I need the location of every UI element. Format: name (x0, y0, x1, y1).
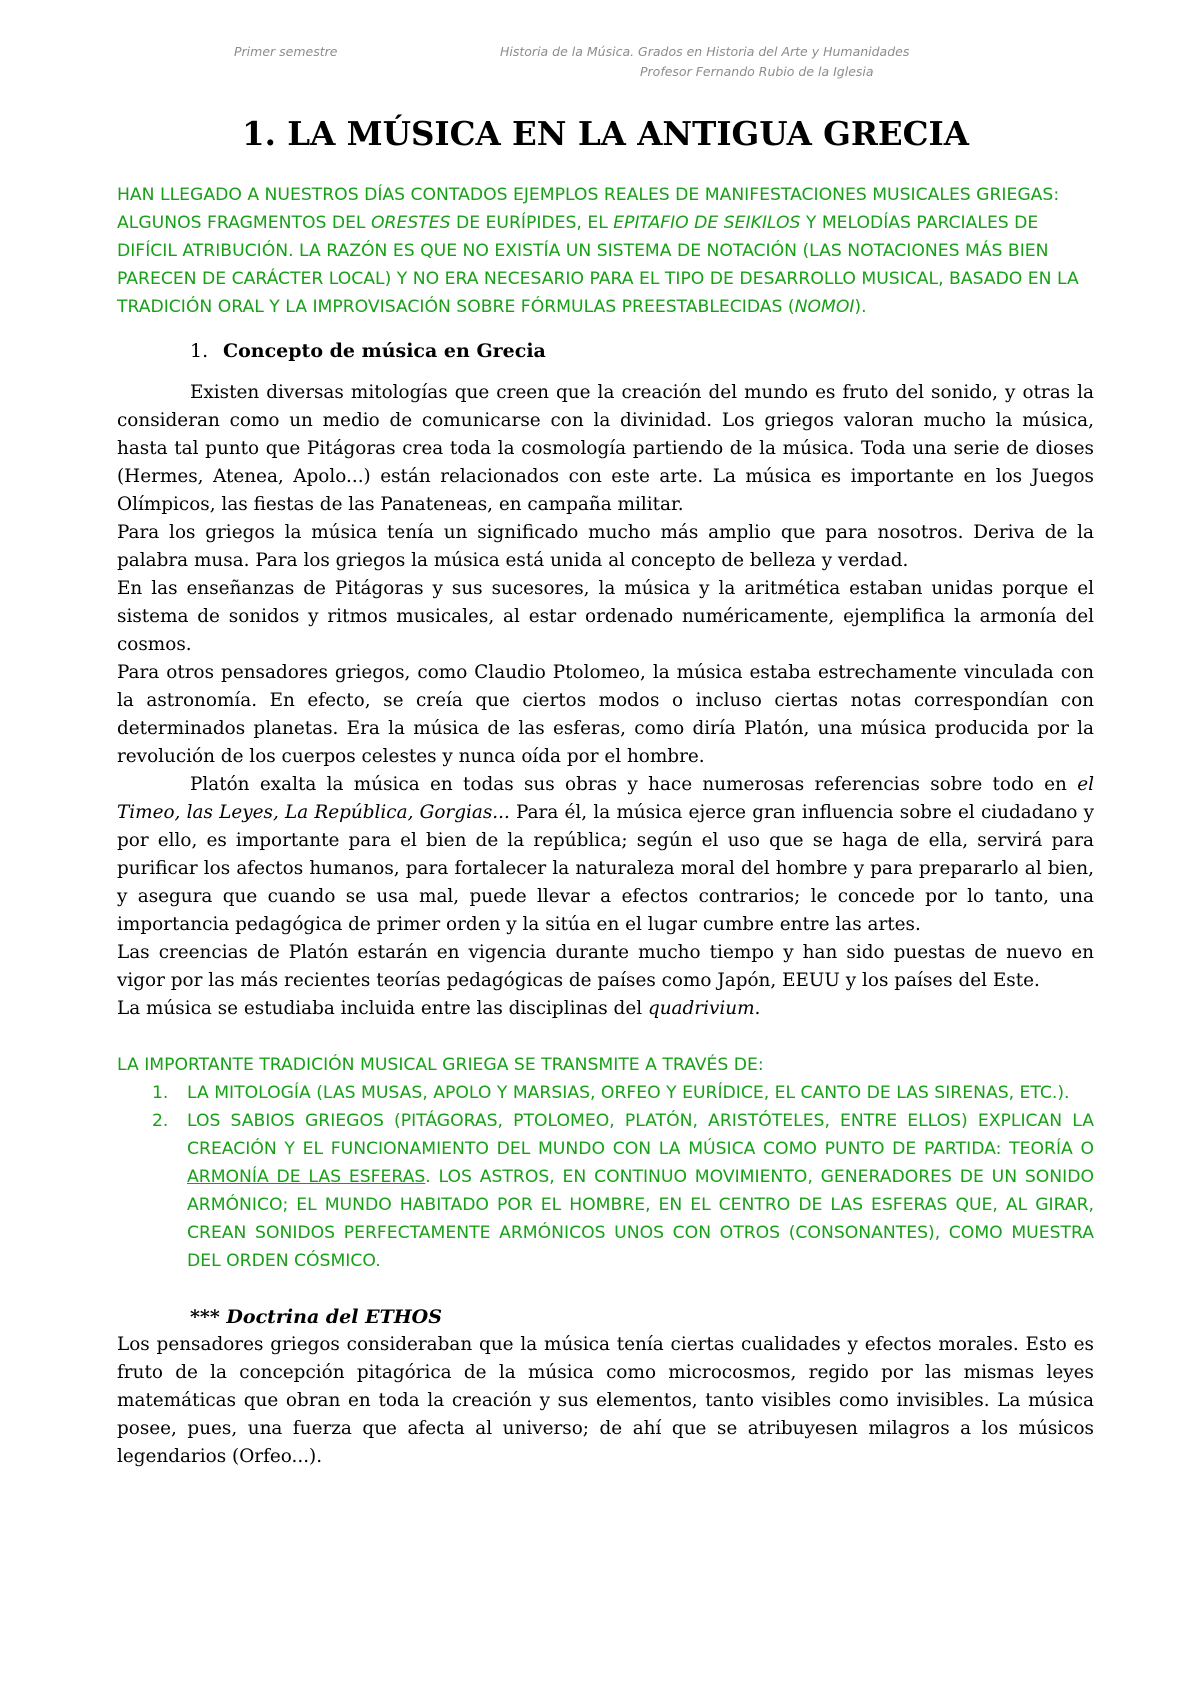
tradition-list (117, 1079, 1094, 1275)
ethos-section (117, 1331, 1094, 1471)
list-item-text-b: . LOS ASTROS, EN CONTINUO MOVIMIENTO, GENERADORES DE UN SONIDO ARMÓNICO; EL MUNDO HABITADO POR EL HOMBRE, EN EL CENTRO DE LAS ESFERAS QUE, AL GIRAR, CREAN SONIDOS PERFECTAMENTE ARMÓNICOS UNOS CON OTROS (CONSONANTES), COMO MUESTRA DEL ORDEN CÓSMICO. (187, 1167, 1094, 1271)
section-body (117, 379, 1094, 1023)
paragraph-beliefs: Las creencias de Platón estarán en vigencia durante mucho tiempo y han sido puestas de nuevo en vigor por las más recientes teorías pedagógicas de países como Japón, EEUU y los países del Este. (117, 942, 1094, 991)
tradition-heading: LA IMPORTANTE TRADICIÓN MUSICAL GRIEGA SE TRANSMITE A TRAVÉS DE: (117, 1055, 764, 1075)
document-title: 1. LA MÚSICA EN LA ANTIGUA GRECIA (242, 114, 969, 153)
quadrivium-text-1: La música se estudiaba incluida entre las disciplinas del (117, 998, 648, 1019)
list-item-text: LA MITOLOGÍA (LAS MUSAS, APOLO Y MARSIAS, ORFEO Y EURÍDICE, EL CANTO DE LAS SIRENAS, ETC.). (187, 1083, 1070, 1103)
paragraph-ptolemy: Para otros pensadores griegos, como Claudio Ptolomeo, la música estaba estrechamente vinculada con la astronomía. En efecto, se creía que ciertos modos o incluso ciertas notas correspondían con determinados planetas. Era la música de las esferas, como diría Platón, una música producida por la revolución de los cuerpos celestes y nunca oída por el hombre. (117, 662, 1094, 767)
section-title: Concepto de música en Grecia (223, 340, 546, 362)
paragraph-mythologies: Existen diversas mitologías que creen que la creación del mundo es fruto del sonido, y otras la consideran como un medio de comunicarse con la divinidad. Los griegos valoran mucho la música, hasta tal punto que Pitágoras crea toda la cosmología partiendo de la música. Toda una serie de dioses (Hermes, Atenea, Apolo...) están relacionados con este arte. La música es importante en los Juegos Olímpicos, las fiestas de las Panateneas, en campaña militar. (117, 382, 1094, 515)
list-item (117, 1079, 1094, 1107)
plato-works: el Timeo, las Leyes, La República, Gorgias... (117, 774, 1094, 823)
header-course: Historia de la Música. Grados en Historia del Arte y Humanidades (500, 44, 910, 59)
paragraph-quadrivium (117, 995, 1094, 1023)
quadrivium-word: quadrivium (647, 998, 755, 1019)
intro-text-1: HAN LLEGADO A NUESTROS DÍAS CONTADOS EJEMPLOS REALES DE MANIFESTACIONES MUSICALES GRIEGAS: ALGUNOS FRAGMENTOS DEL (117, 185, 1060, 233)
tradition-block (117, 1051, 1094, 1275)
list-number: 1. (152, 1083, 169, 1103)
header-semester: Primer semestre (234, 44, 338, 59)
intro-text-4: ). (854, 297, 867, 317)
paragraph-plato (117, 771, 1094, 939)
harmony-of-spheres: ARMONÍA DE LAS ESFERAS (187, 1167, 426, 1187)
plato-text-1: Platón exalta la música en todas sus obras y hace numerosas referencias sobre todo en (190, 774, 1078, 795)
plato-text-2: Para él, la música ejerce gran influencia sobre el ciudadano y por ello, es importante para el bien de la república; según el uso que se haga de ella, servirá para purificar los afectos humanos, para fortalecer la naturaleza moral del hombre y para prepararlo al bien, y asegura que cuando se usa mal, puede llevar a efectos contrarios; le concede por lo tanto, una importancia pedagógica de primer orden y la sitúa en el lugar cumbre entre las artes. (117, 802, 1095, 935)
ethos-paragraph: Los pensadores griegos consideraban que la música tenía ciertas cualidades y efectos morales. Esto es fruto de la concepción pitagórica de la música como microcosmos, regido por las mismas leyes matemáticas que obran en toda la creación y sus elementos, tanto visibles como invisibles. La música posee, pues, una fuerza que afecta al universo; de ahí que se atribuyesen milagros a los músicos legendarios (Orfeo...). (117, 1334, 1094, 1467)
section-number: 1. (190, 340, 209, 362)
intro-orestes: ORESTES (370, 213, 451, 233)
paragraph-meaning: Para los griegos la música tenía un significado mucho más amplio que para nosotros. Deriva de la palabra musa. Para los griegos la música está unida al concepto de belleza y verdad. (117, 522, 1094, 571)
quadrivium-text-2: . (754, 998, 761, 1019)
paragraph-pythagoras: En las enseñanzas de Pitágoras y sus sucesores, la música y la aritmética estaban unidas porque el sistema de sonidos y ritmos musicales, al estar ordenado numéricamente, ejemplifica la armonía del cosmos. (117, 578, 1094, 655)
intro-text-2: DE EURÍPIDES, EL (450, 213, 614, 233)
page-header (0, 44, 1200, 84)
section-heading (117, 337, 1094, 365)
header-professor: Profesor Fernando Rubio de la Iglesia (640, 64, 874, 79)
list-item (117, 1107, 1094, 1275)
intro-paragraph (117, 181, 1094, 321)
ethos-heading: *** Doctrina del ETHOS (190, 1306, 442, 1328)
list-number: 2. (152, 1111, 169, 1131)
intro-nomoi: NOMOI (794, 297, 855, 317)
intro-epitafio: EPITAFIO DE SEIKILOS (613, 213, 801, 233)
document-page (117, 112, 1094, 1471)
intro-text-3: Y MELODÍAS PARCIALES DE DIFÍCIL ATRIBUCIÓN. LA RAZÓN ES QUE NO EXISTÍA UN SISTEMA DE NOTACIÓN (LAS NOTACIONES MÁS BIEN PARECEN DE CARÁCTER LOCAL) Y NO ERA NECESARIO PARA EL TIPO DE DESARROLLO MUSICAL, BASADO EN LA TRADICIÓN ORAL Y LA IMPROVISACIÓN SOBRE FÓRMULAS PREESTABLECIDAS ( (117, 213, 1079, 317)
list-item-text-a: LOS SABIOS GRIEGOS (PITÁGORAS, PTOLOMEO, PLATÓN, ARISTÓTELES, ENTRE ELLOS) EXPLICAN LA CREACIÓN Y EL FUNCIONAMIENTO DEL MUNDO CON LA MÚSICA COMO PUNTO DE PARTIDA: TEORÍA O (187, 1111, 1094, 1159)
